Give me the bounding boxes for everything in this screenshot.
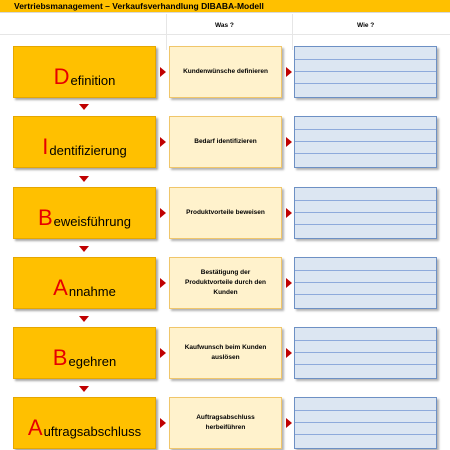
wie-row-line [295,71,436,72]
arrow-right-icon [286,278,292,288]
was-box-auftragsabschluss: Auftragsabschluss herbeiführen [169,397,282,449]
arrow-down-icon [79,176,89,182]
wie-row-line [295,422,436,423]
step-label: egehren [68,353,117,369]
step-label: uftragsabschluss [43,423,142,439]
arrow-right-icon [160,137,166,147]
step-initial: B [52,345,68,370]
step-initial: B [37,205,53,230]
arrow-right-icon [160,418,166,428]
wie-row-line [295,352,436,353]
wie-box-definition[interactable] [294,46,437,98]
arrow-right-icon [160,348,166,358]
arrow-right-icon [286,348,292,358]
arrow-down-icon [79,316,89,322]
grid-line [292,14,293,50]
was-box-annahme: Bestätigung der Produktvorteile durch den Kunden [169,257,282,309]
wie-row-line [295,200,436,201]
step-initial: A [53,275,68,300]
arrow-right-icon [160,208,166,218]
wie-row-line [295,59,436,60]
arrow-right-icon [286,67,292,77]
step-box-auftragsabschluss [13,397,156,449]
step-box-identifizierung [13,116,156,168]
wie-box-begehren[interactable] [294,327,437,379]
wie-row-line [295,83,436,84]
wie-box-identifizierung[interactable] [294,116,437,168]
wie-row-line [295,364,436,365]
wie-row-line [295,294,436,295]
wie-row-line [295,153,436,154]
wie-row-line [295,434,436,435]
arrow-right-icon [160,278,166,288]
wie-box-auftragsabschluss[interactable] [294,397,437,449]
wie-box-beweisfuehrung[interactable] [294,187,437,239]
sheet-title: Vertriebsmanagement – Verkaufsverhandlung DIBABA-Modell [0,0,450,13]
step-label: efinition [70,72,116,88]
step-initial: D [53,64,70,89]
arrow-right-icon [286,137,292,147]
was-box-beweisfuehrung: Produktvorteile beweisen [169,187,282,239]
was-box-identifizierung: Bedarf identifizieren [169,116,282,168]
step-label: eweisführung [53,213,131,229]
was-box-definition: Kundenwünsche definieren [169,46,282,98]
step-box-begehren [13,327,156,379]
arrow-right-icon [286,418,292,428]
column-header-was: Was ? [215,22,234,29]
wie-row-line [295,224,436,225]
was-box-begehren: Kaufwunsch beim Kunden auslösen [169,327,282,379]
wie-row-line [295,129,436,130]
column-header-wie: Wie ? [357,22,375,29]
wie-row-line [295,410,436,411]
wie-row-line [295,282,436,283]
arrow-right-icon [160,67,166,77]
wie-row-line [295,141,436,142]
wie-row-line [295,212,436,213]
wie-row-line [295,270,436,271]
arrow-down-icon [79,386,89,392]
wie-box-annahme[interactable] [294,257,437,309]
arrow-down-icon [79,104,89,110]
step-box-annahme [13,257,156,309]
step-initial: A [27,415,43,440]
grid-line [0,34,450,35]
step-label: dentifizierung [49,142,127,158]
step-box-definition [13,46,156,98]
arrow-down-icon [79,246,89,252]
step-initial: I [42,134,49,159]
arrow-right-icon [286,208,292,218]
step-box-beweisfuehrung [13,187,156,239]
wie-row-line [295,340,436,341]
step-label: nnahme [68,283,116,299]
grid-line [166,14,167,50]
